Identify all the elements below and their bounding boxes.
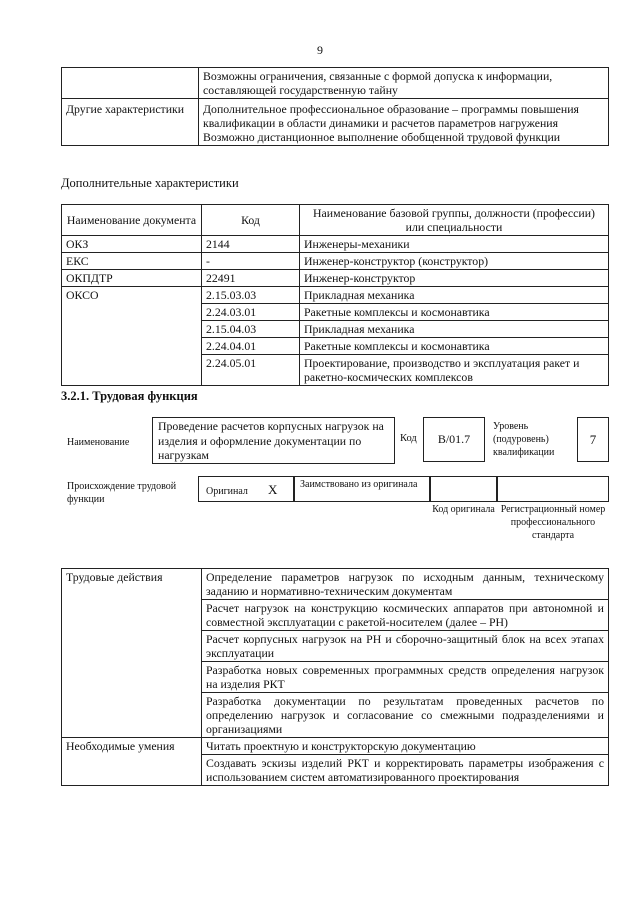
code-cell: 2.24.04.01 <box>202 338 300 355</box>
reg-number-label: Регистрационный номер профессионального стандарта <box>500 504 606 541</box>
table-header <box>62 205 609 236</box>
action-item: Разработка новых современных программных средств определения нагрузок на изделия РКТ <box>202 662 609 693</box>
code-cell: 2.15.04.03 <box>202 321 300 338</box>
actions-label: Трудовые действия <box>62 569 202 738</box>
code-value: В/01.7 <box>423 417 485 462</box>
header-code: Код <box>202 205 300 236</box>
action-item: Разработка документации по результатам проведенных расчетов по определению нагрузок и согласование со смежными подразделениями и организациями <box>202 693 609 738</box>
header-name: Наименование базовой группы, должности (профессии) или специальности <box>300 205 609 236</box>
original-label: Оригинал <box>206 486 248 497</box>
header-document: Наименование документа <box>62 205 202 236</box>
doc-cell: ОКПДТР <box>62 270 202 287</box>
table-row <box>62 270 609 287</box>
name-cell: Прикладная механика <box>300 287 609 304</box>
table-row <box>62 287 609 304</box>
origin-label: Происхождение трудовой функции <box>67 481 177 505</box>
code-cell: 2.24.05.01 <box>202 355 300 386</box>
doc-cell: ОКЗ <box>62 236 202 253</box>
restriction-text: Возможны ограничения, связанные с формой допуска к информации, составляющей государственную тайну <box>199 68 609 99</box>
code-cell: - <box>202 253 300 270</box>
original-code-label: Код оригинала <box>432 504 495 515</box>
code-label: Код <box>400 433 417 444</box>
table-row <box>62 99 609 146</box>
row-label: Другие характеристики <box>62 99 199 146</box>
doc-cell: ОКСО <box>62 287 202 386</box>
original-code-cell <box>430 476 497 502</box>
name-cell: Прикладная механика <box>300 321 609 338</box>
skill-item: Читать проектную и конструкторскую документацию <box>202 738 609 755</box>
code-cell: 2144 <box>202 236 300 253</box>
table-row <box>62 253 609 270</box>
skill-item: Создавать эскизы изделий РКТ и корректировать параметры изображения с использованием систем автоматизированного проектирования <box>202 755 609 786</box>
doc-cell: ЕКС <box>62 253 202 270</box>
code-cell: 2.15.03.03 <box>202 287 300 304</box>
name-label: Наименование <box>67 437 130 448</box>
table-row <box>62 738 609 755</box>
function-name-value: Проведение расчетов корпусных нагрузок на изделия и оформление документации по нагрузкам <box>152 417 395 464</box>
original-mark: X <box>268 482 278 497</box>
name-cell: Ракетные комплексы и космонавтика <box>300 304 609 321</box>
table-row <box>62 68 609 99</box>
additional-title: Дополнительные характеристики <box>61 176 239 190</box>
section-title: 3.2.1. Трудовая функция <box>61 389 198 403</box>
skills-label: Необходимые умения <box>62 738 202 786</box>
level-value: 7 <box>577 417 609 462</box>
remote-work-text: Возможно дистанционное выполнение обобщенной трудовой функции <box>203 130 561 144</box>
additional-characteristics-table <box>61 204 609 386</box>
page-number: 9 <box>317 43 323 57</box>
code-cell: 22491 <box>202 270 300 287</box>
action-item: Расчет корпусных нагрузок на РН и сборочно-защитный блок на всех этапах эксплуатации <box>202 631 609 662</box>
name-cell: Проектирование, производство и эксплуатация ракет и ракетно-космических комплексов <box>300 355 609 386</box>
table-row <box>62 236 609 253</box>
borrowed-label: Заимствовано из оригинала <box>300 479 418 490</box>
reg-number-cell <box>497 476 609 502</box>
table-row <box>62 569 609 600</box>
labor-actions-table <box>61 568 609 786</box>
code-cell: 2.24.03.01 <box>202 304 300 321</box>
action-item: Расчет нагрузок на конструкцию космических аппаратов при автономной и совместной эксплуатации с ракетой-носителем (далее – РН) <box>202 600 609 631</box>
education-text: Дополнительное профессиональное образование – программы повышения квалификации в области динамики и расчетов параметров нагружения <box>203 102 579 130</box>
level-label: Уровень (подуровень) квалификации <box>493 421 555 458</box>
name-cell: Инженер-конструктор <box>300 270 609 287</box>
name-cell: Инженер-конструктор (конструктор) <box>300 253 609 270</box>
name-cell: Ракетные комплексы и космонавтика <box>300 338 609 355</box>
name-cell: Инженеры-механики <box>300 236 609 253</box>
top-characteristics-table <box>61 67 609 146</box>
action-item: Определение параметров нагрузок по исходным данным, техническому заданию и нормативно-техническим документам <box>202 569 609 600</box>
row-label <box>62 68 199 99</box>
